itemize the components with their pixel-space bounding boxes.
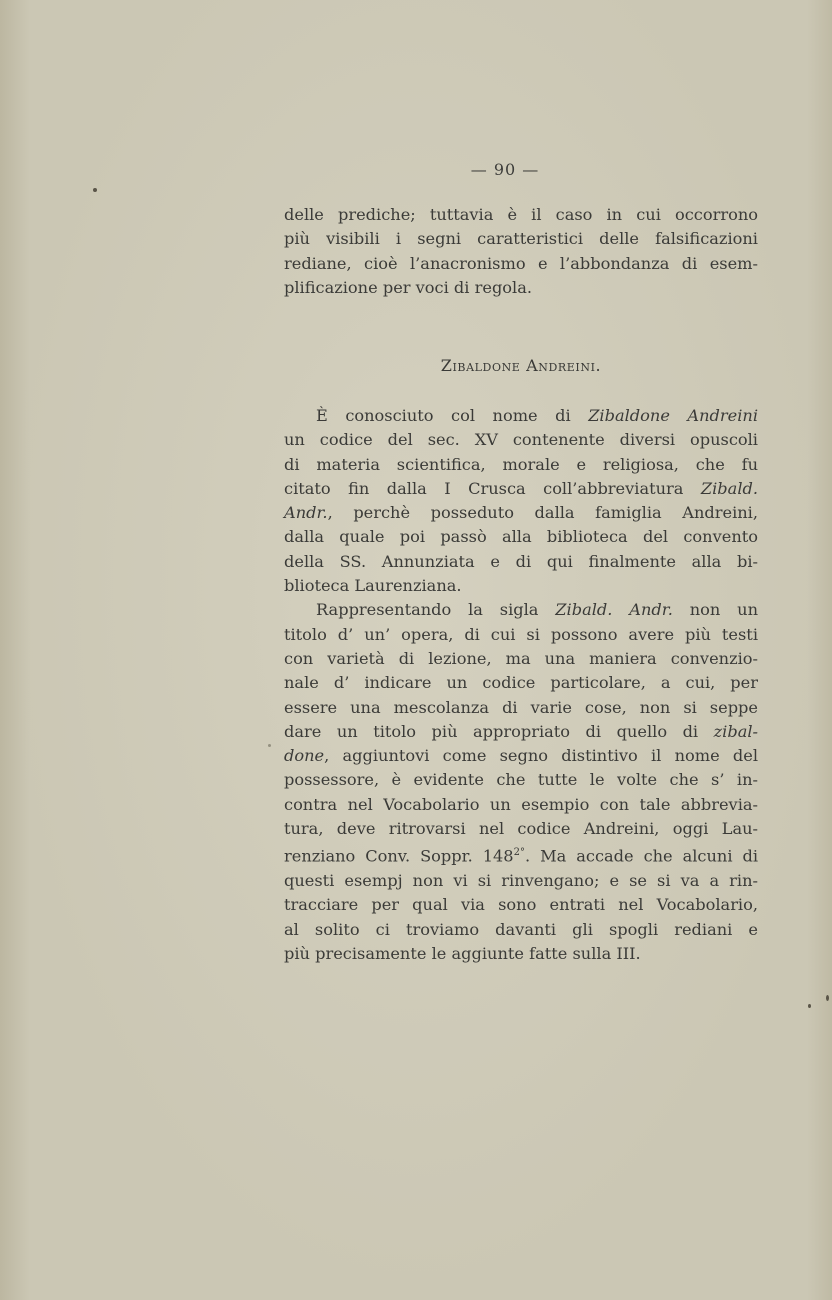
p2-line-6-italic: zibal- — [713, 721, 758, 741]
p1-line-1 — [284, 404, 758, 428]
p2-line-6-text: dare un titolo più appropriato di quello di — [284, 721, 714, 741]
p1-line-1-italic: Zibaldone Andreini — [588, 406, 758, 425]
p2-line-11-superscript: 2° — [513, 847, 525, 859]
p2-line-10: tura, deve ritrovarsi nel codice Andreini, oggi Lau- — [284, 819, 758, 839]
p1-line-5-text: , perchè posseduto dalla famiglia Andreini, — [327, 503, 758, 523]
p2-line-6 — [284, 720, 758, 744]
paragraph-2 — [284, 598, 758, 966]
intro-paragraph — [284, 203, 758, 300]
p2-line-5: essere una mescolanza di varie cose, non si seppe — [284, 697, 758, 717]
p2-line-8: possessore, è evidente che tutte le volte che s’ in- — [284, 770, 758, 790]
p2-line-12: questi esempj non vi si rinvengano; e se si va a rin- — [284, 871, 758, 891]
p2-line-11-text: renziano Conv. Soppr. 148 — [284, 846, 514, 866]
p2-line-13: tracciare per qual via sono entrati nel Vocabolario, — [284, 895, 758, 915]
p1-line-8: blioteca Laurenziana. — [284, 576, 462, 596]
intro-line-4: plificazione per voci di regola. — [284, 277, 533, 297]
intro-line-2: più visibili i segni caratteristici delle falsificazioni — [284, 229, 758, 249]
p1-line-2: un codice del sec. XV contenente diversi opuscoli — [284, 430, 758, 450]
p2-line-2: titolo d’ un’ opera, di cui si possono avere più testi — [284, 624, 758, 644]
p1-line-3: di materia scientifica, morale e religiosa, che fu — [284, 454, 758, 474]
p1-line-1-text: È conosciuto col nome di — [316, 406, 589, 425]
p2-line-7 — [284, 744, 758, 768]
paper-speck — [808, 1004, 811, 1008]
p1-line-4 — [284, 477, 758, 501]
p2-line-7-text: , aggiuntovi come segno distintivo il nome del — [324, 746, 758, 766]
paper-speck — [826, 995, 829, 1001]
p1-line-4-text: citato fin dalla I Crusca coll’abbreviatura — [284, 478, 701, 498]
p2-line-9: contra nel Vocabolario un esempio con tale abbrevia- — [284, 794, 758, 814]
p2-line-1-text: Rappresentando la sigla — [316, 600, 556, 620]
paragraph-1 — [284, 404, 758, 598]
section-heading: Zibaldone Andreini. — [440, 356, 602, 375]
intro-line-3: rediane, cioè l’anacronismo e l’abbondanza di esem- — [284, 253, 758, 273]
p1-line-6: dalla quale poi passò alla biblioteca del convento — [284, 527, 758, 547]
p1-line-4-italic: Zibald. — [700, 478, 758, 498]
p2-line-7-italic: done — [284, 746, 325, 766]
paper-speck — [93, 188, 97, 192]
p1-line-5 — [284, 501, 758, 525]
paper-speck — [268, 744, 271, 747]
p2-line-1 — [284, 598, 758, 622]
p2-line-11 — [284, 841, 758, 869]
p2-line-15: più precisamente le aggiunte fatte sulla III. — [284, 943, 641, 963]
body-text — [284, 404, 758, 966]
p1-line-5-italic: Andr. — [284, 503, 328, 523]
page-number: — 90 — — [470, 160, 540, 179]
p2-line-14: al solito ci troviamo davanti gli spogli rediani e — [284, 919, 758, 939]
intro-line-1: delle prediche; tuttavia è il caso in cui occorrono — [284, 205, 758, 224]
p2-line-1-tail: non un — [672, 600, 758, 620]
p2-line-3: con varietà di lezione, ma una maniera convenzio- — [284, 648, 758, 668]
p1-line-7: della SS. Annunziata e di qui finalmente alla bi- — [284, 551, 758, 571]
p2-line-1-italic: Zibald. Andr. — [555, 600, 673, 620]
p2-line-11-tail: . Ma accade che alcuni di — [524, 846, 758, 866]
p2-line-4: nale d’ indicare un codice particolare, a cui, per — [284, 673, 758, 693]
